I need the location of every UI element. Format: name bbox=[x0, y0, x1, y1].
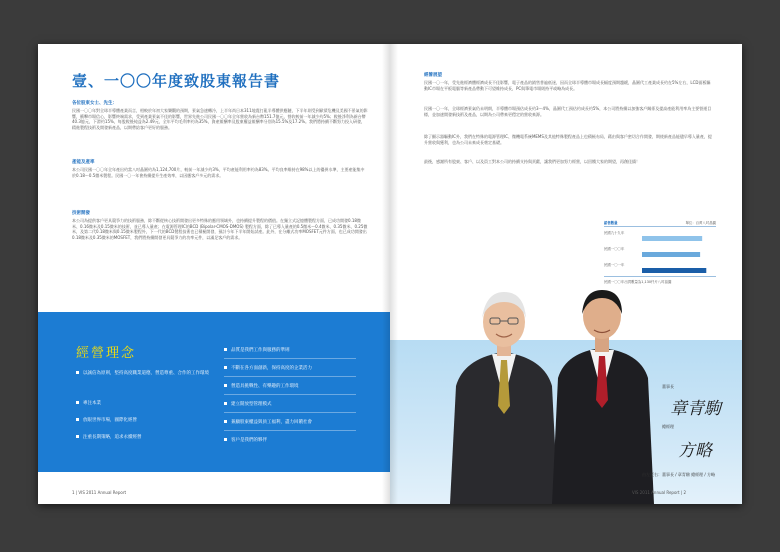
divider bbox=[224, 358, 356, 359]
divider bbox=[224, 412, 356, 413]
heading-technology: 技術開發 bbox=[72, 211, 90, 216]
paragraph-closing: 最後，感謝所有股東、客戶、以及員工對本公司的持續支持與貢獻，讓我們更加努力經營，以回饋大家的期望，再創佳績！ bbox=[424, 159, 640, 164]
category-label: 民國一〇〇年 bbox=[604, 247, 625, 251]
president-figure bbox=[552, 290, 654, 504]
chart-title: 銷售數量 bbox=[604, 221, 618, 225]
photo-caption: 由左至右：董事長 / 章青駒 總經理 / 方略 bbox=[642, 472, 716, 477]
square-bullet-icon bbox=[224, 348, 227, 351]
divider bbox=[224, 430, 356, 431]
paragraph-technology: 本公司為提供客戶更具競爭力的技術服務，除不斷從核心技術開發出更多特殊的應用領域外，也持續提升製程的價值。在獨立式記憶體製程方面，已成功開發0.18微米、0.16微米及0.15微米的技術，並已導入量產；在電源管理IC的BCD (Bipolar-CMOS-DMOS) 製程方面，除了已導入量產的0.5微米～0.4微米、0.35微米、0.25微米，及第二代0.18微米與0.15微米製程外，下一代的BCD製程技術也已積極開發，預計今年下半年開始試產。此外，在分離式功率MOSFET元件方面，也已成功開發出0.18微米及0.35微米的MOSFET，我們將持續開發更具競爭力的功率元件，以滿足客戶的需求。 bbox=[72, 218, 368, 240]
square-bullet-icon bbox=[76, 435, 79, 438]
bar-chart-svg bbox=[604, 228, 716, 276]
page-footer-right: VIS 2011 Annual Report | 2 bbox=[632, 490, 687, 495]
category-label: 民國一〇一年 bbox=[604, 263, 625, 267]
philosophy-title: 經營理念 bbox=[76, 346, 137, 361]
category-label: 民國九十九年 bbox=[604, 231, 625, 235]
value-item: 兼顧股東權益與員工福利，盡力回饋社會 bbox=[224, 419, 312, 425]
paragraph-outlook-2: 民國一〇一年，全球經濟景氣仍未明朗，半導體市場預估成長約3～4%，晶圓代工預估約成長約5%，本公司將持續以加強客戶關係及提高產能利用率為主要營運目標，並加速開發新技術及產品，以期為公司帶來更穩定的營收來源。 bbox=[424, 106, 712, 117]
heading-outlook: 經營展望 bbox=[424, 73, 442, 78]
value-item: 放眼世界市場，國際化經營 bbox=[76, 417, 137, 423]
executives-photo bbox=[442, 274, 662, 504]
value-item: 專注本業 bbox=[76, 400, 101, 406]
chart-rule bbox=[604, 226, 716, 227]
chairman-signature: 章青駒 bbox=[670, 399, 721, 419]
value-item: 不斷在各方面創新，保持高度的企業活力 bbox=[224, 365, 312, 371]
square-bullet-icon bbox=[76, 401, 79, 404]
value-item: 建立開放型管理模式 bbox=[224, 401, 272, 407]
value-item: 以誠信為原則，堅持高度職業道德，營造尊重、合作的工作環境 bbox=[76, 370, 216, 378]
philosophy-band bbox=[38, 312, 390, 472]
president-signature: 方略 bbox=[678, 441, 712, 461]
value-item: 客戶是我們的夥伴 bbox=[224, 437, 267, 443]
paragraph-outlook-1: 民國一〇一年，受先進經濟體經濟成長不佳影響，電子產品的銷售普遍低迷，因而全球半導體市場成長幅度預期趨緩，晶圓代工產業成長約在5%左右，LCD面板驅動IC市場在平板電腦等新產品帶動下可望維持成長，PC與筆電市場則持平或略為成長。 bbox=[424, 80, 711, 91]
paragraph-capacity: 本公司民國一〇〇年全年產出約當八吋晶圓約為1,124,700片，較前一年減少約3%，平均產能利用率約為83%。平均良率維持在98%以上的優異水準，主要產能集中於0.18～0.5微米製程。民國一〇一年會持續提升生產效率，以因應客戶多元的需求。 bbox=[72, 167, 365, 178]
value-item: 品質是我們工作與服務的準則 bbox=[224, 347, 290, 353]
divider bbox=[224, 394, 356, 395]
bar bbox=[642, 236, 702, 241]
paragraph-outlook-3: 除了顯示器驅動IC外，我們在特殊的電源管理IC、微機電系統MEMS及其他特殊製程產品上也積極布局，藉由與客戶密切合作開發，期使新產品能儘早導入量產，提升營收與獲利，也為公司未來成長奠定基礎。 bbox=[424, 134, 712, 145]
chairman-title: 董事長 bbox=[662, 384, 674, 389]
square-bullet-icon bbox=[224, 366, 227, 369]
value-item: 注重長期策略，追求永續經營 bbox=[76, 434, 142, 440]
page-footer-left: 1 | VIS 2011 Annual Report bbox=[72, 490, 127, 495]
square-bullet-icon bbox=[224, 420, 227, 423]
bar bbox=[642, 252, 700, 257]
square-bullet-icon bbox=[76, 371, 79, 374]
square-bullet-icon bbox=[224, 438, 227, 441]
square-bullet-icon bbox=[76, 418, 79, 421]
spine-shadow bbox=[382, 44, 398, 504]
chart-note: 民國一〇〇年出貨數量為1,130仟片八吋晶圓 bbox=[604, 280, 672, 284]
heading-capacity: 產能及產率 bbox=[72, 160, 95, 165]
president-title: 總經理 bbox=[662, 424, 674, 429]
square-bullet-icon bbox=[224, 384, 227, 387]
bar bbox=[642, 268, 706, 273]
chairman-figure bbox=[450, 292, 558, 504]
left-page bbox=[38, 44, 390, 504]
greeting: 各位股東女士、先生： bbox=[72, 101, 117, 106]
report-title: 壹、一〇〇年度致股東報告書 bbox=[72, 72, 281, 90]
paragraph-overview: 民國一〇〇年對全球半導體產業而言，相較於年初大家樂觀的預期，景氣急速轉冷，上半年尚日本311地震打亂半導體供應鏈，下半年則受到歐債危機及美國不景氣的影響，衝擊市場信心，影響終端需求，受到產業景氣不佳的影響，世界先進公司民國一〇〇年全年營收為新台幣151.7億元，營收較前一年減少約5%；稅後淨利為新台幣40.3億元，下滑約15%，每股稅後純益為2.49元，全年平均毛利率約為35%，資產報酬率及股東權益報酬率分別為15.5%及17.2%。我們將持續不斷努力投入研發，精進製程技術及開發新產品，以期帶給客戶更好的服務。 bbox=[72, 108, 368, 130]
chart-unit: 單位：百萬八吋晶圓 bbox=[685, 221, 716, 225]
divider bbox=[224, 376, 356, 377]
value-item: 營造具挑戰性、有樂趣的工作環境 bbox=[224, 383, 299, 389]
square-bullet-icon bbox=[224, 402, 227, 405]
annual-report-spread bbox=[38, 44, 742, 504]
